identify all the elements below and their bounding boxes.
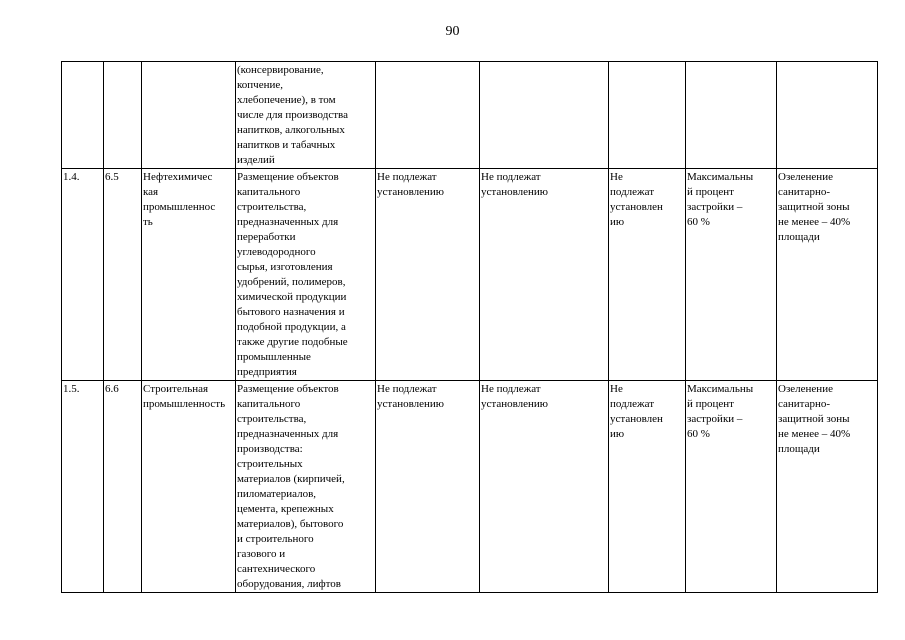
page-number: 90: [445, 24, 460, 39]
table-row: [62, 62, 878, 169]
description-cell: Размещение объектов капитального строительства, предназначенных для производства: строительных материалов (кирпичей, пиломатериалов, цемента, крепежных материалов), бытового и строительного газового и сантехнического оборудования, лифтов: [236, 381, 376, 593]
param-cell: Максимальны й процент застройки – 60 %: [686, 381, 777, 593]
description-cell: (консервирование, копчение, хлебопечение), в том числе для производства напитков, алкогольных напитков и табачных изделий: [236, 62, 376, 169]
param-cell: [376, 62, 480, 169]
param-cell: Не подлежат установлению: [480, 169, 609, 381]
param-cell: Не подлежат установлен ию: [609, 381, 686, 593]
param-cell: Озеленение санитарно- защитной зоны не менее – 40% площади: [777, 169, 878, 381]
table-row: [62, 169, 878, 381]
use-name-cell: Строительная промышленность: [142, 381, 236, 593]
code-cell: 6.6: [104, 381, 142, 593]
row-number-cell: [62, 62, 104, 169]
param-cell: Не подлежат установлению: [376, 381, 480, 593]
description-cell: Размещение объектов капитального строительства, предназначенных для переработки углеводородного сырья, изготовления удобрений, полимеров, химической продукции бытового назначения и подобной продукции, а также другие подобные промышленные предприятия: [236, 169, 376, 381]
param-cell: Не подлежат установлению: [480, 381, 609, 593]
row-number-cell: 1.5.: [62, 381, 104, 593]
param-cell: [480, 62, 609, 169]
param-cell: Не подлежат установлен ию: [609, 169, 686, 381]
code-cell: [104, 62, 142, 169]
param-cell: Озеленение санитарно- защитной зоны не менее – 40% площади: [777, 381, 878, 593]
use-name-cell: [142, 62, 236, 169]
param-cell: [686, 62, 777, 169]
param-cell: Не подлежат установлению: [376, 169, 480, 381]
param-cell: Максимальны й процент застройки – 60 %: [686, 169, 777, 381]
row-number-cell: 1.4.: [62, 169, 104, 381]
use-name-cell: Нефтехимичес кая промышленнос ть: [142, 169, 236, 381]
param-cell: [777, 62, 878, 169]
table-row: [62, 381, 878, 593]
code-cell: 6.5: [104, 169, 142, 381]
param-cell: [609, 62, 686, 169]
zoning-regulations-table: [61, 61, 878, 593]
